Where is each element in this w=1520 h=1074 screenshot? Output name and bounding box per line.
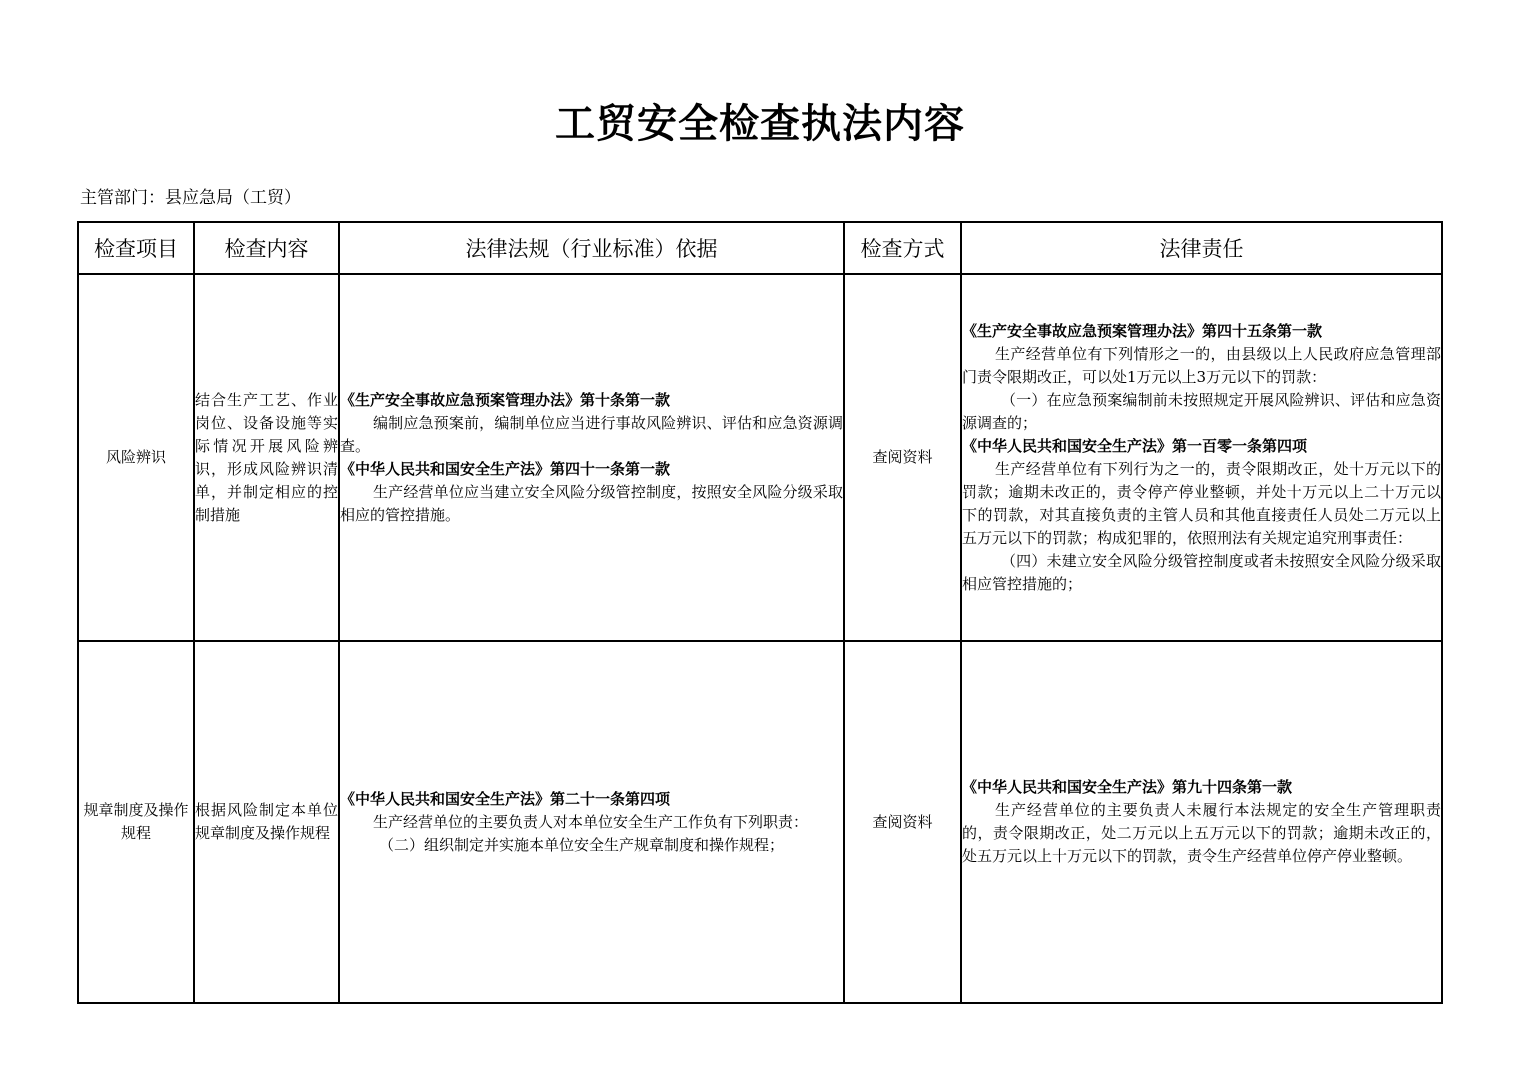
table-header-row <box>78 222 1442 274</box>
check-method-cell: 查阅资料 <box>844 274 961 641</box>
legal-basis-cell <box>339 274 844 641</box>
inspection-table <box>77 221 1443 1004</box>
basis-citation: 《中华人民共和国安全生产法》第二十一条第四项 <box>340 789 671 808</box>
liability-citation: 《中华人民共和国安全生产法》第九十四条第一款 <box>962 778 1293 796</box>
legal-basis-cell <box>339 641 844 1003</box>
liability-subitem: （四）未建立安全风险分级管控制度或者未按照安全风险分级采取相应管控措施的； <box>962 551 1441 593</box>
header-legal-liability: 法律责任 <box>961 222 1442 274</box>
table-row <box>78 274 1442 641</box>
header-check-item: 检查项目 <box>78 222 194 274</box>
liability-citation: 《生产安全事故应急预案管理办法》第四十五条第一款 <box>962 321 1323 340</box>
header-check-content: 检查内容 <box>194 222 339 274</box>
check-content-cell: 结合生产工艺、作业岗位、设备设施等实际情况开展风险辨识，形成风险辨识清单，并制定相应的控制措施 <box>194 274 339 641</box>
basis-text: 编制应急预案前，编制单位应当进行事故风险辨识、评估和应急资源调查。 <box>340 413 843 455</box>
basis-text: 生产经营单位应当建立安全风险分级管控制度，按照安全风险分级采取相应的管控措施。 <box>340 482 843 524</box>
liability-text: 生产经营单位的主要负责人未履行本法规定的安全生产管理职责的，责令限期改正，处二万元以上五万元以下的罚款；逾期未改正的，处五万元以上十万元以下的罚款，责令生产经营单位停产停业整顿。 <box>962 801 1441 865</box>
table-row <box>78 641 1442 1003</box>
check-content-cell: 根据风险制定本单位规章制度及操作规程 <box>194 641 339 1003</box>
basis-subitem: （二）组织制定并实施本单位安全生产规章制度和操作规程； <box>379 835 785 854</box>
check-method-cell: 查阅资料 <box>844 641 961 1003</box>
page-title: 工贸安全检查执法内容 <box>555 100 965 147</box>
liability-subitem: （一）在应急预案编制前未按照规定开展风险辨识、评估和应急资源调查的； <box>962 390 1441 432</box>
basis-citation: 《中华人民共和国安全生产法》第四十一条第一款 <box>340 459 671 478</box>
legal-liability-cell <box>961 641 1442 1003</box>
liability-citation: 《中华人民共和国安全生产法》第一百零一条第四项 <box>962 436 1308 455</box>
basis-citation: 《生产安全事故应急预案管理办法》第十条第一款 <box>340 390 671 409</box>
check-item-cell: 规章制度及操作规程 <box>78 641 194 1003</box>
liability-text: 生产经营单位有下列行为之一的，责令限期改正，处十万元以下的罚款；逾期未改正的，责令停产停业整顿，并处十万元以上二十万元以下的罚款，对其直接负责的主管人员和其他直接责任人员处二万元以上五万元以下的罚款；构成犯罪的，依照刑法有关规定追究刑事责任： <box>962 459 1441 547</box>
legal-liability-cell <box>961 274 1442 641</box>
department-label: 主管部门：县应急局（工贸） <box>80 188 301 208</box>
header-check-method: 检查方式 <box>844 222 961 274</box>
check-item-cell: 风险辨识 <box>78 274 194 641</box>
liability-text: 生产经营单位有下列情形之一的，由县级以上人民政府应急管理部门责令限期改正，可以处1万元以上3万元以下的罚款： <box>962 344 1441 386</box>
header-legal-basis: 法律法规（行业标准）依据 <box>339 222 844 274</box>
basis-text: 生产经营单位的主要负责人对本单位安全生产工作负有下列职责： <box>373 812 809 831</box>
